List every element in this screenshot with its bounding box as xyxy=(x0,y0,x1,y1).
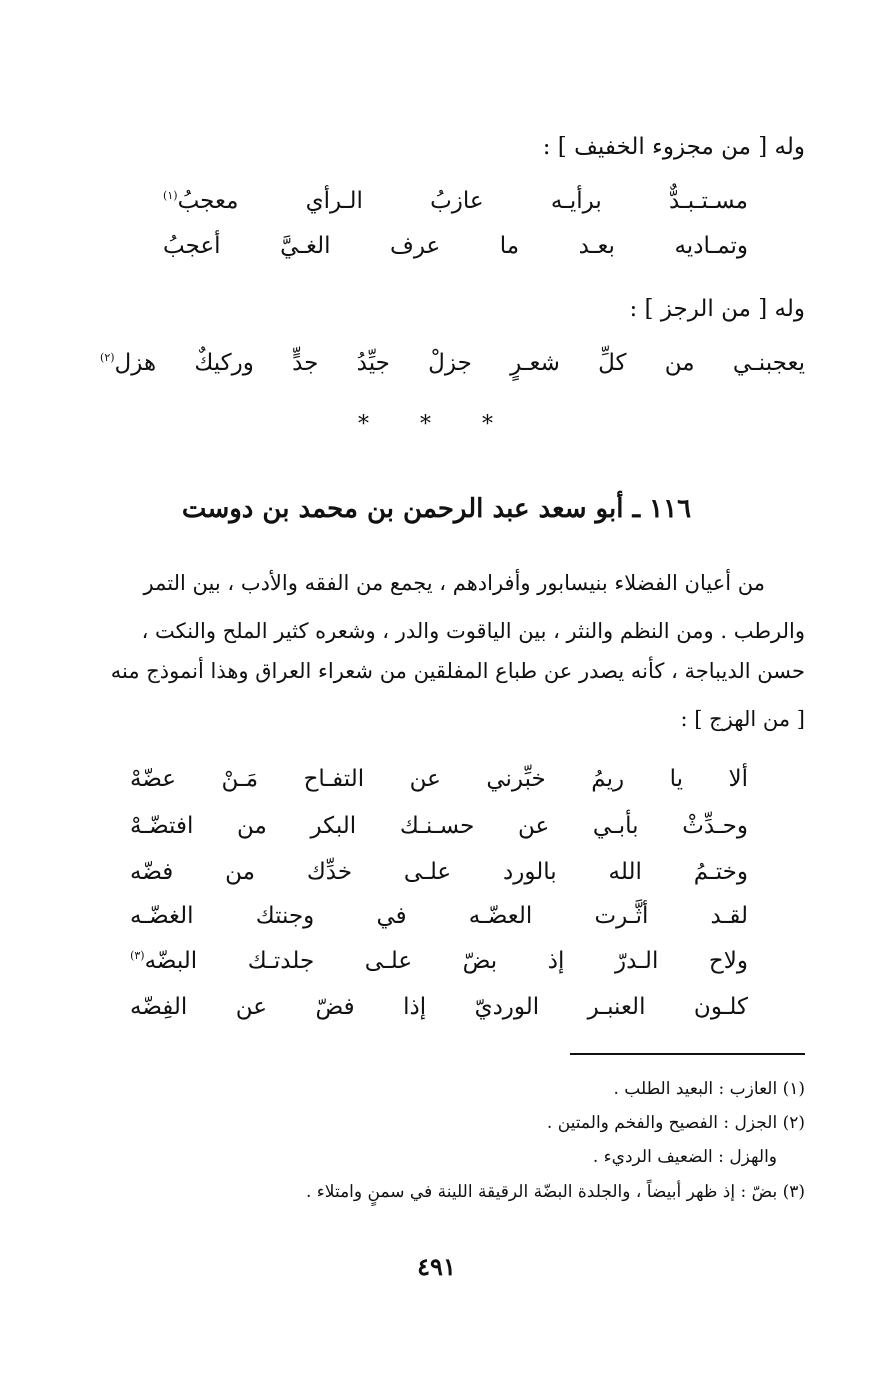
verse-line xyxy=(130,857,748,887)
verse-word: وتمـاديه xyxy=(674,233,748,259)
verse-word: عن xyxy=(235,994,267,1020)
verse-word: الله xyxy=(608,859,642,885)
verse-word: الغضّـه xyxy=(130,903,194,929)
verse-line xyxy=(130,946,748,976)
verse-word: من xyxy=(237,813,267,839)
prose-line: [ من الهزج ] : xyxy=(680,707,805,731)
verse-word: إذا xyxy=(403,994,427,1020)
verse-word: عن xyxy=(517,813,550,839)
footnote-divider xyxy=(570,1053,805,1055)
verse-word: عازبُ xyxy=(430,188,484,214)
verse-line xyxy=(163,186,748,216)
prose-line: من أعيان الفضلاء بنيسابور وأفرادهم ، يجمع من الفقه والأدب ، بين التمر xyxy=(143,571,765,595)
verse-word: من xyxy=(664,350,695,376)
verse-word: افتضّـهْ xyxy=(130,813,194,839)
section-separator: * * * xyxy=(358,412,515,437)
verse-word: العنبـر xyxy=(587,994,646,1020)
verse-word: عرف xyxy=(390,233,441,259)
verse-word: من xyxy=(225,859,255,885)
prose-line: والرطب . ومن النظم والنثر ، بين الياقوت والدر ، وشعره كثير الملح والنكت ، xyxy=(141,619,805,643)
section-heading: ١١٦ ـ أبو سعد عبد الرحمن بن محمد بن دوست xyxy=(181,494,692,524)
verse-word: جيِّدُ xyxy=(356,350,390,376)
footnote: (٢) الجزل : الفصيح والفخم والمتين . xyxy=(546,1113,805,1133)
verse-word: أعجبُ xyxy=(163,233,221,259)
verse-word: وركيكٌ xyxy=(194,350,254,376)
verse-line xyxy=(130,811,748,841)
verse-word: شعـرٍ xyxy=(510,350,560,376)
verse-word: مسـتـبـدٌّ xyxy=(668,188,748,214)
verse-word: أثَّـرت xyxy=(594,903,649,929)
verse-word: وحـدِّثْ xyxy=(682,813,748,839)
verse-word: بعـد xyxy=(578,233,615,259)
verse-word: وجنتك xyxy=(255,903,315,929)
verse-word: كلـون xyxy=(693,994,748,1020)
verse-word: ما xyxy=(499,233,520,259)
page-number: ٤٩١ xyxy=(417,1252,456,1281)
verse-word: يا xyxy=(669,766,683,792)
poem-intro-1: وله [ من مجزوء الخفيف ] : xyxy=(542,134,805,160)
verse-word: الغـيَّ xyxy=(280,233,331,259)
verse-line xyxy=(130,992,748,1022)
verse-word: كلِّ xyxy=(598,350,627,376)
verse-word: معجبُ(١) xyxy=(163,188,239,214)
verse-word: فضّه xyxy=(130,859,174,885)
verse-word: خدِّك xyxy=(306,859,353,885)
verse-word: ألا xyxy=(728,766,748,792)
verse-word: العضّـه xyxy=(468,903,533,929)
poem-intro-2: وله [ من الرجز ] : xyxy=(629,296,805,322)
verse-word: إذ xyxy=(547,948,565,974)
verse-word: خبِّرني xyxy=(486,766,546,792)
verse-word: يعجبنـي xyxy=(732,350,805,376)
verse-word: علـى xyxy=(403,859,452,885)
verse-word: فضّ xyxy=(315,994,355,1020)
verse-word: بضّ xyxy=(462,948,498,974)
verse-word: برأيـه xyxy=(550,188,602,214)
verse-word: ريمُ xyxy=(591,766,625,792)
verse-word: الـدرّ xyxy=(615,948,659,974)
verse-word: حسـنـك xyxy=(399,813,475,839)
verse-word: عضّهْ xyxy=(130,766,177,792)
verse-word: جدٍّ xyxy=(292,350,319,376)
footnote: (٣) بضّ : إذ ظهر أبيضاً ، والجلدة البضّة الرقيقة اللينة في سمنٍ وامتلاء . xyxy=(306,1182,805,1202)
verse-word: البضّه(٣) xyxy=(130,948,198,974)
verse-word: ولاح xyxy=(708,948,748,974)
verse-word: جلدتـك xyxy=(247,948,315,974)
verse-word: في xyxy=(376,903,407,929)
verse-word: مَـنْ xyxy=(221,766,259,792)
verse-line xyxy=(130,901,748,931)
verse-word: الورديّ xyxy=(474,994,540,1020)
verse-line xyxy=(163,231,748,261)
verse-word: الفِضّه xyxy=(130,994,188,1020)
verse-word: لقـد xyxy=(710,903,748,929)
verse-word: بالورد xyxy=(503,859,557,885)
verse-word: هزل(٢) xyxy=(100,350,157,376)
verse-word: وختـمُ xyxy=(693,859,748,885)
verse-word: بأبـي xyxy=(592,813,639,839)
verse-word: التفـاح xyxy=(303,766,365,792)
footnote: والهزل : الضعيف الرديء . xyxy=(592,1147,777,1167)
verse-word: علـى xyxy=(364,948,413,974)
verse-line xyxy=(130,764,748,794)
verse-word: الـرأي xyxy=(305,188,363,214)
verse-word: البكر xyxy=(310,813,357,839)
verse-line xyxy=(100,348,805,378)
verse-word: جزلْ xyxy=(428,350,472,376)
verse-word: عن xyxy=(409,766,441,792)
footnote: (١) العازب : البعيد الطلب . xyxy=(613,1079,805,1099)
prose-line: حسن الديباجة ، كأنه يصدر عن طباع المفلقين من شعراء العراق وهذا أنموذج منه xyxy=(110,659,805,683)
